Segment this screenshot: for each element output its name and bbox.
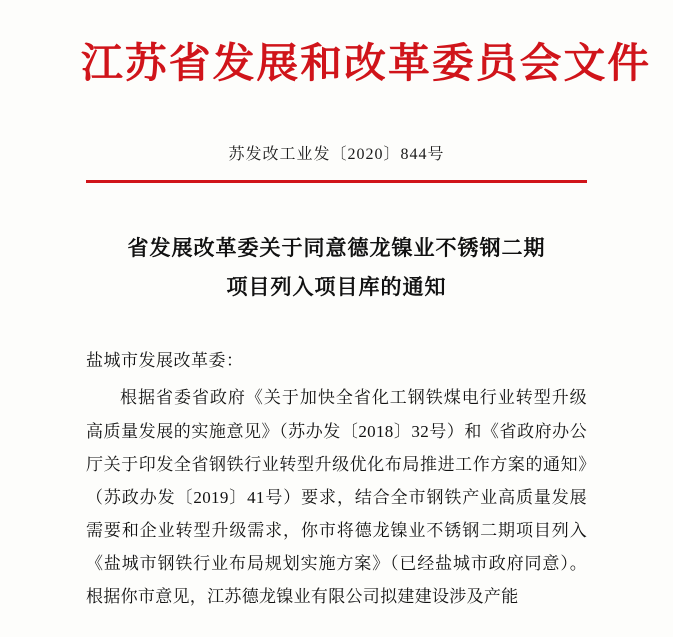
page-title — [86, 229, 587, 307]
page-title-line-1: 省发展改革委关于同意德龙镍业不锈钢二期 — [127, 235, 546, 260]
page-title-line-2: 项目列入项目库的通知 — [226, 274, 447, 299]
paragraph-1: 根据省委省政府《关于加快全省化工钢铁煤电行业转型升级高质量发展的实施意见》（苏办发〔2018〕32号）和《省政府办公厅关于印发全省钢铁行业转型升级优化布局推进工作方案的通知》（苏政办发〔2019〕41号）要求，结合全市钢铁产业高质量发展需要和企业转型升级需求，你市将德龙镍业不锈钢二期项目列入《盐城市钢铁行业布局规划实施方案》（已经盐城市政府同意）。根据你市意见，江苏德龙镍业有限公司拟建建设涉及产能 — [86, 388, 587, 607]
document-content — [86, 381, 587, 613]
recipient-line: 盐城市发展改革委： — [86, 351, 244, 371]
document-masthead: 江苏省发展和改革委员会文件 — [80, 40, 652, 86]
document-number: 苏发改工业发〔2020〕844号 — [228, 146, 445, 164]
red-divider-rule — [86, 180, 587, 183]
